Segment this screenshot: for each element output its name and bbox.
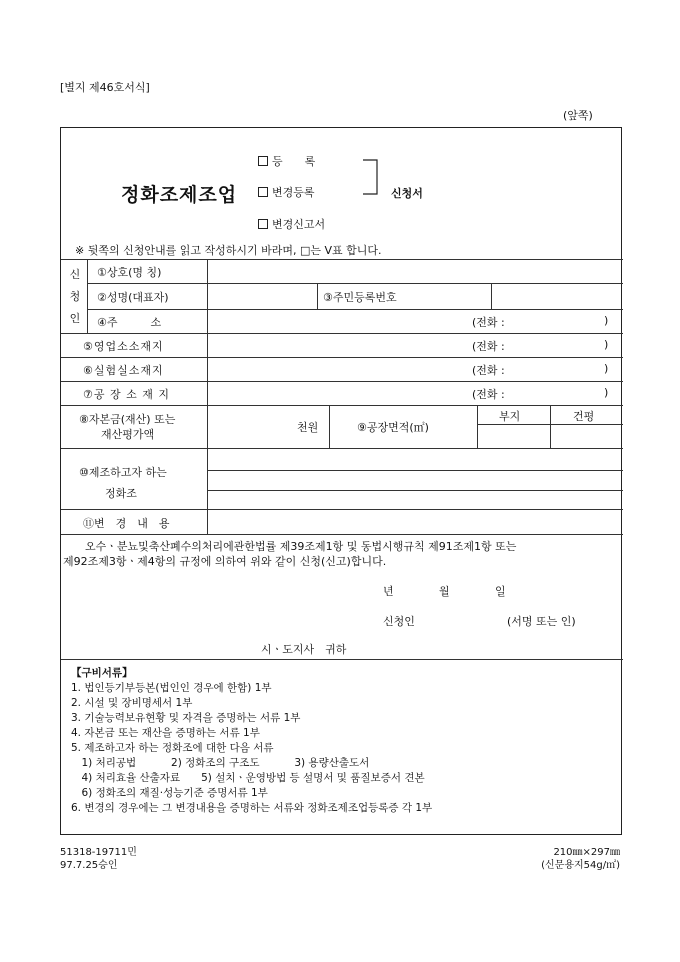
representative-name-field[interactable] [213,286,311,306]
footer-code: 51318-19711민 [60,847,137,858]
capital-label: ⑧자본금(재산) 또는 [79,413,176,426]
products-label-line2: 정화조 [105,487,137,500]
factory-area-label: ⑨공장면적(㎡) [357,421,429,434]
factory-phone-label: (전화 : [472,388,505,401]
checkbox-icon[interactable] [258,156,268,166]
bracket-icon [361,158,383,196]
changes-label: ⑪변 경 내 용 [83,517,170,530]
option-registration[interactable]: 등 록 [258,153,315,169]
checkbox-icon[interactable] [258,219,268,229]
page-side-label: (앞쪽) [563,109,593,122]
document-item: 6) 정화조의 재질·성능기준 증명서류 1부 [71,787,268,799]
factory-location-field[interactable] [213,384,473,402]
factory-location-label: ⑦공 장 소 재 지 [83,388,170,401]
land-area-field[interactable] [479,426,548,446]
office-location-field[interactable] [213,336,473,354]
footer-approval: 97.7.25승인 [60,860,118,871]
capital-unit: 천원 [297,421,319,434]
date-month-label: 월 [439,585,450,598]
notice-text: ※ 뒷쪽의 신청안내를 읽고 작성하시기 바라며, □는 V표 합니다. [75,244,382,257]
products-label: ⑩제조하고자 하는 [79,466,167,479]
resident-number-label: ③주민등록번호 [323,291,397,304]
document-item: 2. 시설 및 장비명세서 1부 [71,697,193,709]
lab-location-label: ⑥실험실소재지 [83,364,164,377]
application-form [60,127,622,835]
address-field[interactable] [213,312,473,330]
document-item: 1. 법인등기부등본(법인인 경우에 한함) 1부 [71,682,272,694]
document-item: 6. 변경의 경우에는 그 변경내용을 증명하는 서류와 정화조제조업등록증 각 1부 [71,802,433,814]
changes-field[interactable] [213,512,617,532]
form-suffix: 신청서 [391,187,423,200]
resident-number-field[interactable] [497,286,617,306]
option-change-report[interactable]: 변경신고서 [258,216,325,232]
company-name-field[interactable] [213,262,617,282]
form-title: 정화조제조업 [121,184,238,206]
document-item: 5. 제조하고자 하는 정화조에 대한 다음 서류 [71,742,274,754]
documents-heading: 【구비서류】 [71,667,133,679]
lab-phone-close: ) [604,362,609,375]
date-day-label: 일 [495,585,506,598]
address-phone-close: ) [604,314,609,327]
required-documents [71,666,432,816]
document-item: 4. 자본금 또는 재산을 증명하는 서류 1부 [71,727,260,739]
applicant-sign-label: 신청인 [383,615,415,628]
lab-phone-label: (전화 : [472,364,505,377]
footer-paper-type: (신문용지54g/㎡) [541,860,620,871]
declaration-line2: 제92조제3항ㆍ제4항의 규정에 의하여 위와 같이 신청(신고)합니다. [63,555,387,568]
applicant-group-label: 신 청 인 [69,268,81,325]
building-area-field[interactable] [552,426,621,446]
lab-location-field[interactable] [213,360,473,378]
office-phone-close: ) [604,338,609,351]
office-phone-label: (전화 : [472,340,505,353]
document-item: 4) 처리효율 산출자료 5) 설치ㆍ운영방법 등 설명서 및 품질보증서 견본 [71,772,425,784]
document-item: 3. 기술능력보유현황 및 자격을 증명하는 서류 1부 [71,712,301,724]
office-location-label: ⑤영업소소재지 [83,340,164,353]
products-field[interactable] [213,451,617,507]
date-year-label: 년 [383,585,394,598]
document-item: 1) 처리공법 2) 정화조의 구조도 3) 용량산출도서 [71,757,370,769]
address-label: ④주 소 [97,316,162,329]
form-number: [별지 제46호서식] [60,81,150,94]
factory-phone-close: ) [604,386,609,399]
recipient-label: 시ㆍ도지사 귀하 [261,643,347,656]
footer-paper-size: 210㎜×297㎜ [553,847,620,858]
capital-amount-field[interactable] [213,408,293,444]
option-change-registration[interactable]: 변경등록 [258,184,315,200]
declaration-line1: 오수ㆍ분뇨및축산폐수의처리에관한법률 제39조제1항 및 동법시행규칙 제91조제1항 또는 [85,540,517,553]
company-name-label: ①상호(명 칭) [97,266,162,279]
checkbox-icon[interactable] [258,187,268,197]
representative-name-label: ②성명(대표자) [97,291,169,304]
address-phone-label: (전화 : [472,316,505,329]
signature-label: (서명 또는 인) [507,615,576,628]
building-area-label: 건평 [573,410,595,423]
capital-label-line2: 재산평가액 [101,428,155,441]
land-area-label: 부지 [499,410,521,423]
